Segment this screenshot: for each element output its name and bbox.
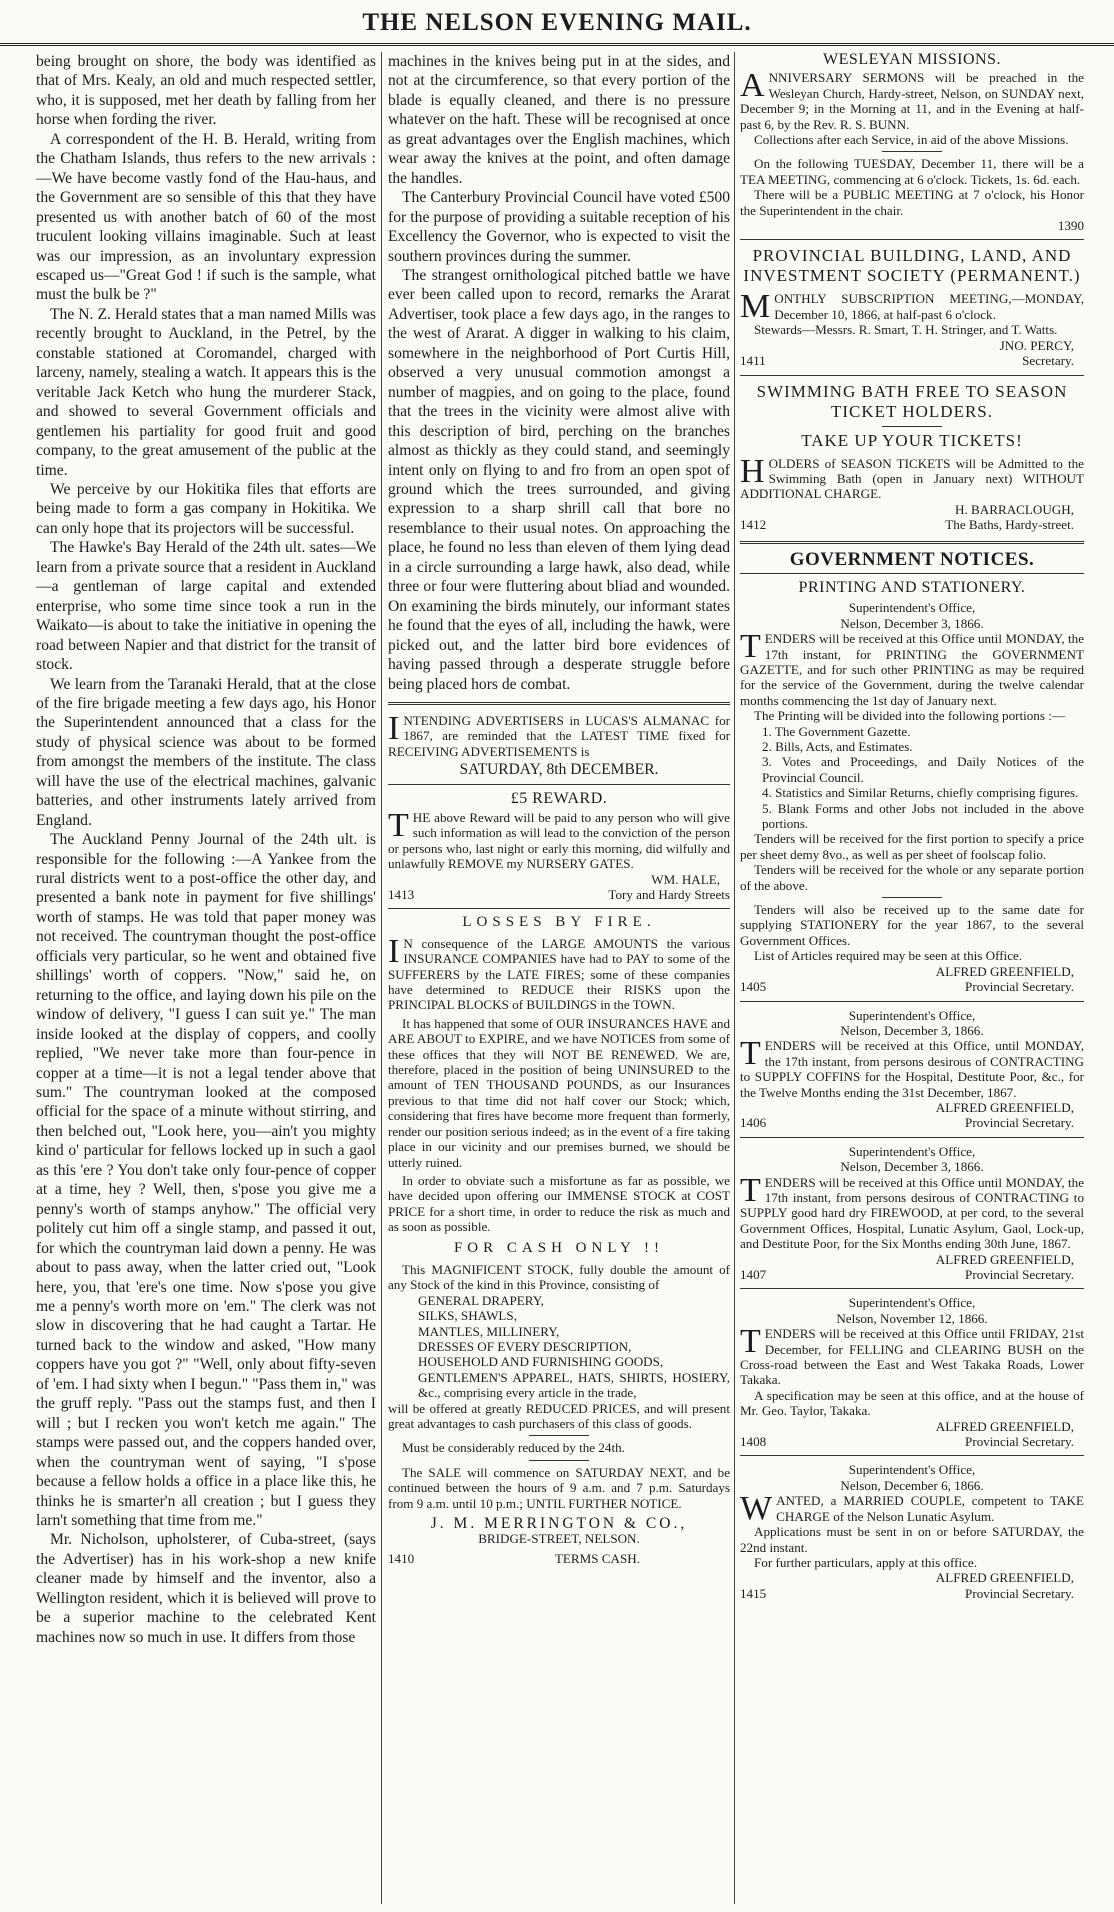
column-divider [381,52,382,1904]
notice-text: Tenders will also be received up to the same date for supplying STATIONERY for the year 1867, to the several Government Offices. [740,902,1084,948]
notice-text: ANTED, a MARRIED COUPLE, competent to TAKE CHARGE of the Nelson Lunatic Asylum. [776,1493,1084,1524]
column-1-news [36,52,376,1904]
ad-text: It has happened that some of OUR INSURANCES HAVE and ARE ABOUT to EXPIRE, and we have NOTICES from some of these offices that they will NOT BE RENEWED. We are, therefore, placed in the position of being UNINSURED to the amount of TEN THOUSAND POUNDS, as our Insurances previous to that time did not half cover our Stock; which, considering that fires have become more frequent than formerly, render our position serious indeed; as in the event of a fire taking place in our vicinity and our premises burned, we should be utterly ruined. [388,1015,730,1170]
ad-text: N consequence of the LARGE AMOUNTS the various INSURANCE COMPANIES have had to PAY to some of the SUFFERERS by the LATE FIRES; some of these companies have determined to REDUCE their RISKS upon the PRINCIPAL BLOCKS of BUILDINGS in the TOWN. [388,935,730,1013]
ad-text: NNIVERSARY SERMONS will be preached in the Wesleyan Church, Hardy-street, Nelson, on SUNDAY next, December 9; in the Morning at 11, and in the Evening at half-past 6, by the Rev. R. S. BUNN. [740,70,1084,132]
ad-ref-number: 1410 [388,1550,415,1566]
ad-text: ONTHLY SUBSCRIPTION MEETING,—MONDAY, December 10, 1866, at half-past 6 o'clock. [774,291,1084,322]
ad-text: This MAGNIFICENT STOCK, fully double the amount of any Stock of the kind in this Province, consisting of [388,1261,730,1293]
notice-role: Provincial Secretary. [965,979,1074,995]
notice-ref-number: 1405 [740,979,767,995]
notice-text: A specification may be seen at this office, and at the house of Mr. Geo. Taylor, Takaka. [740,1387,1084,1419]
drop-cap: T [388,806,409,844]
goods-list [388,1293,730,1401]
news-paragraph: machines in the knives being put in at the sides, and not at the circumference, so that every portion of the blade is equally cleaned, and there is no pressure whatever on the haft. These will be recognised at once as great advantages over the English machines, which wear away the knives at the point, and often damage the handles. [388,53,730,187]
ad-divider [529,1460,589,1461]
ad-text: The SALE will commence on SATURDAY NEXT, and be continued between the hours of 9 a.m. and 7 p.m. Saturdays from 9 a.m. until 10 p.m.; UNTIL FURTHER NOTICE. [388,1464,730,1511]
notice-text: The Printing will be divided into the following portions :— [754,708,1065,724]
notice-ref-number: 1407 [740,1267,767,1282]
notice-date: Nelson, December 3, 1866. [840,1159,984,1175]
printing-portions-list [740,724,1084,832]
drop-cap: I [388,709,400,747]
ad-title: WESLEYAN MISSIONS. [823,52,1001,68]
ad-subtitle: TAKE UP YOUR TICKETS! [801,430,1023,450]
column-divider [734,52,735,1904]
ad-address: Tory and Hardy Streets [608,887,730,903]
drop-cap: W [740,1490,773,1528]
asylum-couple-notice [740,1462,1084,1601]
ad-text: OLDERS of SEASON TICKETS will be Admitted to the Swimming Bath (open in January next) WITHOUT ADDITIONAL CHARGE. [740,455,1084,502]
newspaper-title: THE NELSON EVENING MAIL. [362,9,752,36]
drop-cap: T [740,1171,761,1209]
notice-signature: ALFRED GREENFIELD, [935,1570,1074,1586]
ad-text: There will be a PUBLIC MEETING at 7 o'clock, his Honor the Superintendent in the chair. [740,187,1084,218]
notice-office: Superintendent's Office, [848,600,976,616]
ad-title: SWIMMING BATH FREE TO SEASON TICKET HOLDERS. [756,381,1068,421]
notice-text: ENDERS will be received at this Office until MONDAY, the 17th instant, from persons desirous of CONTRACTING to SUPPLY good hard dry FIREWOOD, at per cord, to the several Government Offices, Hospital, Lunatic Asylum, Gaol, Lock-up, and Destitute Poor, for the Six Months ending 30th June, 1867. [740,1174,1084,1252]
ad-ref-number: 1412 [740,517,767,533]
ad-divider [529,1435,589,1436]
reward-ad [388,791,730,903]
ad-divider [740,573,1084,574]
section-divider [388,702,730,705]
drop-cap: T [740,628,761,666]
list-item: 2. Bills, Acts, and Estimates. [762,739,913,754]
drop-cap: I [388,932,400,970]
ad-divider [388,784,730,785]
ad-ref-number: 1411 [740,353,766,369]
notice-role: Provincial Secretary. [965,1115,1074,1131]
ad-ref-number: 1390 [1057,218,1084,234]
notice-office: Superintendent's Office, [848,1143,976,1159]
firm-name: J. M. MERRINGTON & CO., [430,1515,688,1533]
notice-text: ENDERS will be received at this Office until FRIDAY, 21st December, for FELLING and CLEARING BUSH on the Cross-road between the East and West Takaka Roads, Lower Takaka. [740,1326,1084,1388]
news-paragraph: We perceive by our Hokitika files that efforts are being made to form a gas company in Hokitika. We can only hope that its projectors will be successful. [36,480,376,537]
news-paragraph: A correspondent of the H. B. Herald, writing from the Chatham Islands, thus refers to the new arrivals :—We have become vastly fond of the Hau-haus, and the Government are so sensible of this that they have presented us with another batch of 60 of the most truculent looking villains imaginable. Such at least was our impression, as an involuntary expression escaped us—"Great God ! if such is the sample, what must the bulk be ?" [36,130,376,304]
list-item: 4. Statistics and Similar Returns, chiefly comprising figures. [762,785,1079,801]
notice-date: Nelson, December 3, 1866. [840,615,984,631]
ad-text: will be offered at greatly REDUCED PRICES, and will present great advantages to cash purchasers of this class of goods. [388,1400,730,1432]
notice-role: Provincial Secretary. [965,1434,1074,1450]
ad-title: £5 REWARD. [510,789,608,807]
wesleyan-missions-ad [740,52,1084,233]
drop-cap: T [740,1035,761,1073]
list-item: 1. The Government Gazette. [762,723,911,739]
ad-text: NTENDING ADVERTISERS in LUCAS'S ALMANAC for 1867, are reminded that the LATEST TIME fixed for RECEIVING ADVERTISEMENTS is [388,712,730,759]
notice-signature: ALFRED GREENFIELD, [935,1251,1074,1267]
building-society-ad [740,246,1084,368]
ad-text: Collections after each Service, in aid of the above Missions. [754,132,1069,148]
news-paragraph: being brought on shore, the body was identified as that of Mrs. Kealy, an old and much respected settler, who, it is supposed, met her death by falling from her horse when fording the river. [36,53,376,129]
ad-terms: TERMS CASH. [554,1550,640,1566]
notice-text: Tenders will be received for the first portion to specify a price per sheet demy 8vo., as well as per sheet of foolscap folio. [740,831,1084,862]
notice-date: Nelson, November 12, 1866. [836,1310,988,1326]
notice-office: Superintendent's Office, [848,1295,976,1311]
bush-clearing-tender-notice [740,1295,1084,1449]
printing-tender-notice [740,600,1084,994]
notice-signature: ALFRED GREENFIELD, [935,1099,1074,1115]
ad-ref-number: 1413 [388,887,415,903]
ad-signature: JNO. PERCY, [999,337,1074,353]
notice-text: ENDERS will be received at this Office, until MONDAY, the 17th instant, from persons desirous of CONTRACTING to SUPPLY COFFINS for the Hospital, Destitute Poor, &c., for the Twelve Months ending the 31st December, 1867. [740,1038,1084,1100]
news-paragraph: The strangest ornithological pitched battle we have ever been called upon to record, remarks the Ararat Advertiser, took place a few days ago, in the ranges to the west of Ararat. A digger in walking to his claim, somewhere in the neighborhood of Port Curtis Hill, observed a very unusual commotion amongst a number of magpies, and on going to the place, found that the trees in the vicinity were almost alive with this description of bird, perching on the branches almost as thickly as they could stand, and seemingly intent only on flying to and fro from an open spot of ground which the trees surrounded, and giving expression to a sharp shrill call that bore no resemblance to their usual notes. On approaching the place, he found no less than eleven of them lying dead in a circle surrounding a large hawk, also dead, while three or four were fluttering about bliad and wounded. On examining the birds minutely, our informant states he found that the eyes of all, including the hawk, were picked out, and the latter bird bore evidences of having passed through a desperate struggle before being placed hors de combat. [388,266,730,693]
news-paragraph: Mr. Nicholson, upholsterer, of Cuba-street, (says the Advertiser) has in his work-shop a new knife cleaner made by himself and the inventor, also a Wellington resident, which it is believed will prove to be a superior machine to the celebrated Kent machines now so much in use. It differs from those [36,1531,376,1646]
section-divider [740,541,1084,544]
coffins-tender-notice [740,1008,1084,1131]
goods-item: DRESSES OF EVERY DESCRIPTION, [418,1338,632,1354]
ad-text: In order to obviate such a misfortune as far as possible, we have decided upon offering our IMMENSE STOCK at COST PRICE for a short time, in order to reduce the risk as much and as soon as possible. [388,1172,730,1235]
notice-ref-number: 1415 [740,1585,767,1601]
notice-text: Applications must be sent in on or before SATURDAY, the 22nd instant. [740,1524,1084,1555]
ad-divider [882,426,942,427]
notice-signature: ALFRED GREENFIELD, [935,1418,1074,1434]
lucas-almanac-ad [388,709,730,779]
section-title: GOVERNMENT NOTICES. [789,548,1035,570]
notice-office: Superintendent's Office, [848,1007,976,1023]
column-2-news-and-ads [388,52,730,1904]
swimming-bath-ad [740,382,1084,533]
ad-text: HE above Reward will be paid to any person who will give such information as will lead to the conviction of the person or persons who, last night or early this morning, did wilfully and unlawfully REMOVE my NURSERY GATES. [388,809,730,872]
ad-address: The Baths, Hardy-street. [945,517,1074,533]
ad-divider [740,1288,1084,1289]
ad-divider [740,1001,1084,1002]
ad-divider [740,1455,1084,1456]
ad-signature: H. BARRACLOUGH, [955,501,1074,517]
list-item: 3. Votes and Proceedings, and Daily Notices of the Provincial Council. [762,754,1084,785]
goods-item: GENERAL DRAPERY, [418,1292,544,1308]
notice-text: List of Articles required may be seen at this Office. [754,948,1023,964]
ad-text: Stewards—Messrs. R. Smart, T. H. Stringer, and T. Watts. [754,322,1058,338]
losses-by-fire-ad [388,915,730,1566]
list-item: 5. Blank Forms and other Jobs not included in the above portions. [762,800,1084,832]
news-paragraph: The N. Z. Herald states that a man named Mills was recently brought to Auckland, in the Petrel, by the constable stationed at Coromandel, charged with larceny, namely, stealing a watch. It appears this is the veritable Jack Ketch who hung the murderer Stack, and showed to several Government officials and gentlemen his partiality for good fruit and good company, to the great amusement of the public at the time. [36,305,376,479]
ad-divider [740,1137,1084,1138]
goods-item: SILKS, SHAWLS, [418,1308,517,1324]
drop-cap: H [740,452,765,490]
ad-role: Secretary. [1022,353,1074,369]
firm-address: BRIDGE-STREET, NELSON. [478,1531,640,1547]
notice-date: Nelson, December 6, 1866. [840,1477,984,1493]
news-paragraph: The Auckland Penny Journal of the 24th ult. is responsible for the following :—A Yankee from the rural districts went to a post-office the other day, and presented a bank note in payment for five shillings' worth of stamps. He was told that paper money was not received. The countryman thought the post-office officials very particular, so he went and obtained five shillings' worth of coppers. "Now," said he, on returning to the office, and laying down his pile on the window of delivery, "I guess I can suit ye." The man inside looked at the display of coppers, and coolly replied, "We never take more than four-pence in copper at a time—it is not a legal tender above that sum." The countryman looked at the composed official for the space of a minute without stirring, and then belched out, "Look here, you—ain't you mighty kind o' particular for fellows locked up in such a gaol as this 'ere ? You don't take only four-pence of copper at a time, hey ? Well, then, s'pose you give me a penny's worth of stamps anyhow." The official very politely cut him off a single stamp, and passed it out, for which the countryman laid down a penny. He was about to pass away, when the latter cried out, "Look here, you, that 'ere's one time. Now s'pose you give me a penny's worth more on 'em." The clerk was not slow in discovering that he had caught a Tartar. He turned back to the window and asked, "How many coppers have you got ?" "Well, only about fifty-seven of 'em. I had sixty when I begun." "Pass them in," was the gruff reply. "Pass out the stamps fust, and then I will ; but I recken you won't ketch me again." The stamps were passed out, and the coppers handed over, when the countryman went of saying, "I s'pose because a fellow holds a office in a place like this, he thinks he is smarter'n all creation ; but I guess they larn't something that time from me." [36,831,376,1529]
section-subtitle: PRINTING AND STATIONERY. [798,578,1026,596]
ad-title: LOSSES BY FIRE. [462,914,656,931]
ad-date: SATURDAY, 8th DECEMBER. [459,761,659,779]
ad-divider [740,375,1084,376]
notice-ref-number: 1408 [740,1434,767,1450]
notice-ref-number: 1406 [740,1115,767,1131]
goods-item: GENTLEMEN'S APPAREL, HATS, SHIRTS, HOSIERY, &c., comprising every article in the trade, [418,1369,730,1401]
ad-divider [740,239,1084,240]
goods-item: HOUSEHOLD AND FURNISHING GOODS, [418,1354,664,1370]
notice-office: Superintendent's Office, [848,1462,976,1478]
notice-role: Provincial Secretary. [965,1585,1074,1601]
notice-role: Provincial Secretary. [965,1267,1074,1282]
ad-divider [882,897,942,898]
news-paragraph: The Canterbury Provincial Council have voted £500 for the purpose of providing a suitable reception of his Excellency the Governor, who is expected to visit the southern provinces during the summer. [388,189,730,265]
notice-text: For further particulars, apply at this office. [754,1554,978,1570]
ad-subtitle: FOR CASH ONLY !! [453,1239,665,1256]
drop-cap: M [740,288,771,326]
ad-text: Must be considerably reduced by the 24th. [402,1440,625,1456]
drop-cap: A [740,67,765,105]
goods-item: MANTLES, MILLINERY, [418,1323,560,1339]
notice-text: Tenders will be received for the whole or any separate portion of the above. [740,862,1084,893]
government-notices [740,548,1084,1602]
ad-title: PROVINCIAL BUILDING, LAND, AND INVESTMENT SOCIETY (PERMANENT.) [743,246,1081,286]
notice-signature: ALFRED GREENFIELD, [935,963,1074,979]
ad-text: On the following TUESDAY, December 11, there will be a TEA MEETING, commencing at 6 o'clock. Tickets, 1s. 6d. each. [740,156,1084,187]
firewood-tender-notice [740,1144,1084,1283]
news-paragraph: We learn from the Taranaki Herald, that at the close of the fire brigade meeting a few days ago, his Honor the Superintendent announced that a class for the study of physical science was about to be formed from amongst the members of the institute. The class will have the use of the electrical machines, galvanic batteries, and other instruments lately arrived from England. [36,675,376,829]
ad-signature: WM. HALE, [651,871,720,887]
column-3-notices [740,52,1084,1904]
ad-divider [388,908,730,909]
notice-date: Nelson, December 3, 1866. [840,1022,984,1038]
drop-cap: T [740,1323,761,1361]
news-paragraph: The Hawke's Bay Herald of the 24th ult. sates—We learn from a private source that a resident in Auckland—a gentleman of large capital and extended enterprise, who some time since took a run in the Waikato—is about to take the initiative in opening the road between Napier and that district for the transit of stock. [36,539,376,674]
notice-text: ENDERS will be received at this Office until MONDAY, the 17th instant, for PRINTING the GOVERNMENT GAZETTE, and for such other PRINTING as may be required for the service of the Government, during the twelve calendar months commencing the 1st day of January next. [740,631,1084,708]
masthead [0,0,1114,46]
ad-divider [882,151,942,152]
